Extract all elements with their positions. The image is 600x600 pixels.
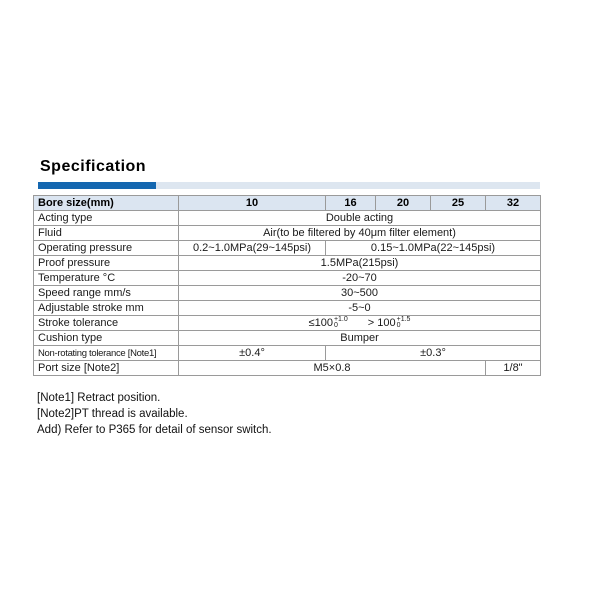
- row-label-adjustable-stroke: Adjustable stroke mm: [34, 301, 179, 316]
- bore-column-header-32: 32: [486, 196, 541, 211]
- value-cushion-type: Bumper: [179, 331, 541, 346]
- value-operating-pressure-bore16-32: 0.15~1.0MPa(22~145psi): [326, 241, 541, 256]
- table-row-operating-pressure: [34, 241, 541, 256]
- value-proof-pressure: 1.5MPa(215psi): [179, 256, 541, 271]
- row-label-proof-pressure: Proof pressure: [34, 256, 179, 271]
- row-label-port-size: Port size [Note2]: [34, 361, 179, 376]
- row-label-cushion-type: Cushion type: [34, 331, 179, 346]
- value-temperature: -20~70: [179, 271, 541, 286]
- specification-table: [33, 195, 541, 376]
- value-acting-type: Double acting: [179, 211, 541, 226]
- row-label-non-rotating-tolerance: Non-rotating tolerance [Note1]: [34, 346, 179, 361]
- table-row-cushion-type: [34, 331, 541, 346]
- value-fluid: Air(to be filtered by 40μm filter element): [179, 226, 541, 241]
- footnote-add: Add) Refer to P365 for detail of sensor switch.: [37, 424, 272, 436]
- bore-column-header-25: 25: [431, 196, 486, 211]
- tolerance-superscript: +1.0: [333, 315, 348, 323]
- table-header-row: [34, 196, 541, 211]
- bore-column-header-10: 10: [179, 196, 326, 211]
- tolerance-stack: [397, 317, 411, 329]
- row-label-speed-range: Speed range mm/s: [34, 286, 179, 301]
- table-row-stroke-tolerance: [34, 316, 541, 331]
- stroke-tolerance-gt100: [368, 317, 411, 330]
- value-stroke-tolerance: [179, 316, 541, 331]
- bore-column-header-20: 20: [376, 196, 431, 211]
- value-port-size-bore32: 1/8": [486, 361, 541, 376]
- stroke-tolerance-le100: [309, 317, 348, 330]
- tolerance-subscript: 0: [333, 321, 338, 329]
- table-row-proof-pressure: [34, 256, 541, 271]
- tolerance-subscript: 0: [396, 321, 401, 329]
- bore-column-header-16: 16: [326, 196, 376, 211]
- table-row-temperature: [34, 271, 541, 286]
- table-row-adjustable-stroke: [34, 301, 541, 316]
- value-non-rotating-bore10: ±0.4°: [179, 346, 326, 361]
- table-row-non-rotating-tolerance: [34, 346, 541, 361]
- tolerance-stack: [334, 317, 348, 329]
- table-row-port-size: [34, 361, 541, 376]
- value-operating-pressure-bore10: 0.2~1.0MPa(29~145psi): [179, 241, 326, 256]
- value-adjustable-stroke: -5~0: [179, 301, 541, 316]
- title-underline-accent: [38, 182, 156, 189]
- footnotes: [37, 390, 272, 438]
- row-label-fluid: Fluid: [34, 226, 179, 241]
- footnote-1: [Note1] Retract position.: [37, 392, 161, 404]
- row-label-stroke-tolerance: Stroke tolerance: [34, 316, 179, 331]
- title-underline-bar: [38, 182, 540, 189]
- table-row-fluid: [34, 226, 541, 241]
- tolerance-base: ≤100: [308, 316, 333, 329]
- value-non-rotating-bore16-32: ±0.3°: [326, 346, 541, 361]
- row-label-temperature: Temperature °C: [34, 271, 179, 286]
- value-port-size-bore10-25: M5×0.8: [179, 361, 486, 376]
- stroke-tolerance-values: [309, 317, 411, 330]
- tolerance-base: > 100: [367, 316, 396, 329]
- header-bore-size-label: Bore size(mm): [34, 196, 179, 211]
- row-label-operating-pressure: Operating pressure: [34, 241, 179, 256]
- row-label-acting-type: Acting type: [34, 211, 179, 226]
- footnote-2: [Note2]PT thread is available.: [37, 408, 188, 420]
- page-title: Specification: [40, 158, 147, 175]
- tolerance-superscript: +1.5: [396, 315, 411, 323]
- value-speed-range: 30~500: [179, 286, 541, 301]
- table-row-speed-range: [34, 286, 541, 301]
- table-row-acting-type: [34, 211, 541, 226]
